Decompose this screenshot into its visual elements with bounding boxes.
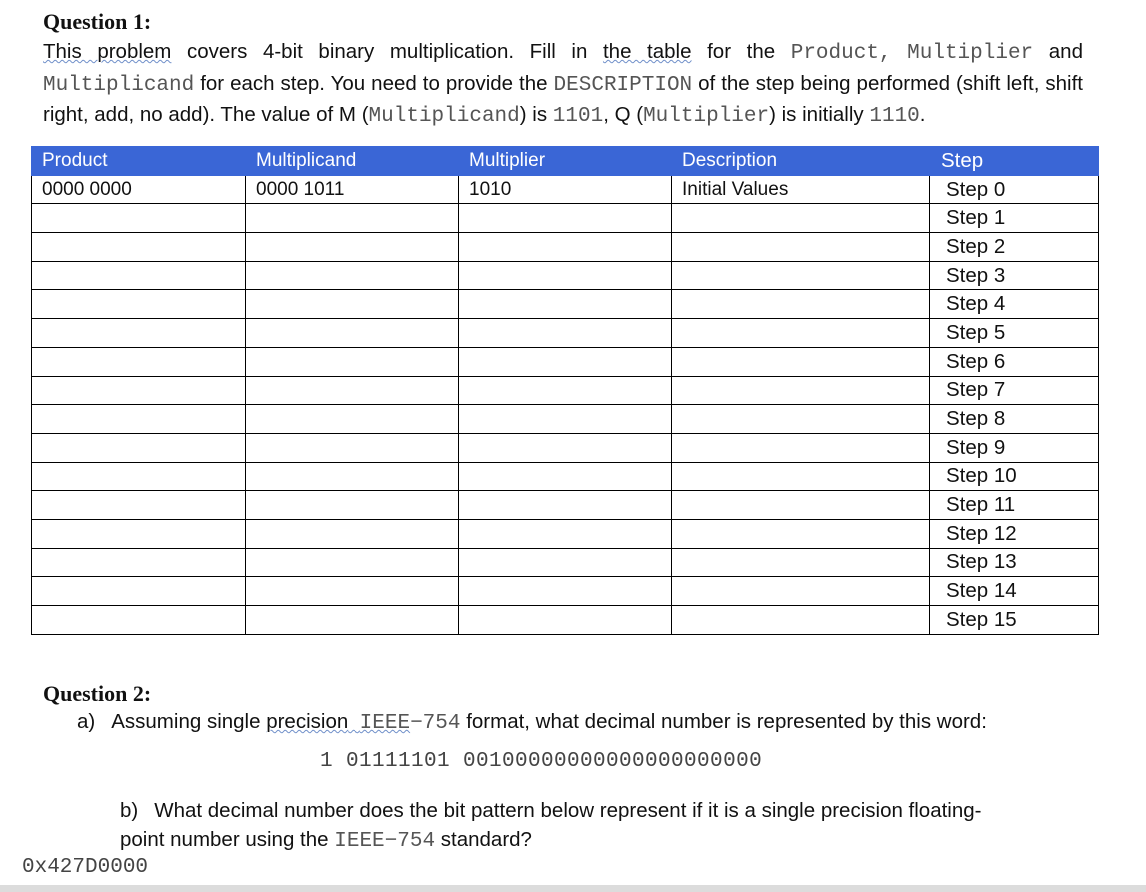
- step-cell: Step 3: [930, 261, 1099, 290]
- product-cell[interactable]: [32, 433, 246, 462]
- code-m-value: 1101: [552, 105, 604, 128]
- description-cell[interactable]: [672, 376, 930, 405]
- multiplicand-cell[interactable]: [246, 405, 459, 434]
- multiplicand-cell[interactable]: [246, 290, 459, 319]
- q1-text-segment: This problem: [43, 40, 172, 63]
- table-row: [32, 405, 1099, 434]
- code-multiplier: Multiplier: [643, 105, 770, 128]
- multiplicand-cell[interactable]: [246, 433, 459, 462]
- step-cell: Step 12: [930, 519, 1099, 548]
- multiplicand-cell[interactable]: [246, 491, 459, 520]
- header-description: Description: [672, 147, 930, 176]
- code-754: −754: [410, 712, 461, 735]
- q2b-text: point number using the: [120, 828, 335, 851]
- multiplier-cell[interactable]: [459, 261, 672, 290]
- table-row: [32, 319, 1099, 348]
- multiplier-cell[interactable]: [459, 606, 672, 635]
- product-cell[interactable]: [32, 204, 246, 233]
- multiplier-cell[interactable]: [459, 519, 672, 548]
- multiplicand-cell[interactable]: [246, 261, 459, 290]
- multiplicand-cell[interactable]: [246, 347, 459, 376]
- description-cell[interactable]: [672, 606, 930, 635]
- multiplicand-cell[interactable]: [246, 606, 459, 635]
- description-cell[interactable]: [672, 519, 930, 548]
- code-description: DESCRIPTION: [553, 73, 693, 97]
- step-cell: Step 6: [930, 347, 1099, 376]
- description-cell[interactable]: [672, 462, 930, 491]
- multiplier-cell[interactable]: [459, 548, 672, 577]
- q1-text-segment: of the step being performed (shift left, shift right, add, no add). The value of M (: [43, 71, 1083, 126]
- step-cell: Step 11: [930, 491, 1099, 520]
- q1-text-segment: the table: [602, 40, 692, 63]
- product-cell[interactable]: [32, 405, 246, 434]
- code-q-value: 1110: [869, 105, 920, 128]
- q1-text-segment: covers 4-bit binary multiplication. Fill in: [171, 40, 603, 63]
- question-2b: [120, 799, 982, 823]
- product-cell[interactable]: [32, 347, 246, 376]
- table-row: [32, 433, 1099, 462]
- multiplier-cell[interactable]: [459, 204, 672, 233]
- step-cell: Step 0: [930, 175, 1099, 204]
- step-cell: Step 15: [930, 606, 1099, 635]
- question-2-title: Question 2:: [43, 681, 152, 706]
- table-row: [32, 175, 1099, 204]
- multiplicand-cell[interactable]: [246, 462, 459, 491]
- multiplier-cell[interactable]: [459, 376, 672, 405]
- description-cell[interactable]: [672, 233, 930, 262]
- multiplicand-cell[interactable]: [246, 233, 459, 262]
- description-cell[interactable]: [672, 577, 930, 606]
- multiplier-cell[interactable]: [459, 433, 672, 462]
- question-2a: [77, 710, 987, 735]
- multiplier-cell[interactable]: [459, 319, 672, 348]
- multiplier-cell[interactable]: [459, 233, 672, 262]
- step-cell: Step 5: [930, 319, 1099, 348]
- step-cell: Step 7: [930, 376, 1099, 405]
- step-cell: Step 10: [930, 462, 1099, 491]
- step-cell: Step 8: [930, 405, 1099, 434]
- multiplicand-cell[interactable]: [246, 577, 459, 606]
- list-marker: b): [120, 799, 139, 822]
- description-cell[interactable]: [672, 204, 930, 233]
- table-row: [32, 290, 1099, 319]
- code-multiplier: Multiplier: [907, 42, 1034, 65]
- code-ieee-754: IEEE−754: [334, 830, 436, 853]
- q1-text-segment: for each step. You need to provide the: [194, 71, 554, 95]
- q1-text-segment: and: [1033, 40, 1083, 63]
- multiplier-cell[interactable]: [459, 405, 672, 434]
- product-cell[interactable]: [32, 606, 246, 635]
- table-row: [32, 577, 1099, 606]
- step-cell: Step 13: [930, 548, 1099, 577]
- q1-text-segment: , Q (: [603, 103, 644, 126]
- question-1-title: Question 1:: [43, 9, 152, 34]
- table-row: [32, 491, 1099, 520]
- product-cell[interactable]: [32, 261, 246, 290]
- table-row: [32, 376, 1099, 405]
- table-row: [32, 261, 1099, 290]
- multiplicand-cell[interactable]: [246, 519, 459, 548]
- multiplier-cell[interactable]: 1010: [459, 175, 672, 204]
- q1-text-segment: ) is initially: [769, 103, 870, 126]
- product-cell[interactable]: 0000 0000: [32, 175, 246, 204]
- table-row: [32, 606, 1099, 635]
- header-multiplier: Multiplier: [459, 147, 672, 176]
- q1-text-segment: .: [919, 103, 926, 126]
- q2b-text: What decimal number does the bit pattern below represent if it is a single precision floating-: [154, 799, 982, 822]
- q1-text-segment: ) is: [519, 103, 553, 126]
- step-cell: Step 4: [930, 290, 1099, 319]
- description-cell[interactable]: [672, 290, 930, 319]
- multiplier-cell[interactable]: [459, 577, 672, 606]
- description-cell[interactable]: [672, 433, 930, 462]
- product-cell[interactable]: [32, 548, 246, 577]
- code-multiplicand: Multiplicand: [43, 73, 195, 97]
- table-row: [32, 347, 1099, 376]
- q2b-text: standard?: [435, 828, 532, 851]
- page-bottom-edge: [0, 885, 1146, 892]
- code-product: Product,: [790, 42, 892, 65]
- product-cell[interactable]: [32, 376, 246, 405]
- product-cell[interactable]: [32, 462, 246, 491]
- product-cell[interactable]: [32, 233, 246, 262]
- multiplicand-cell[interactable]: 0000 1011: [246, 175, 459, 204]
- multiplier-cell[interactable]: [459, 347, 672, 376]
- code-multiplicand: Multiplicand: [368, 105, 520, 128]
- multiplier-cell[interactable]: [459, 290, 672, 319]
- q2a-text: format, what decimal number is represented by this word:: [460, 710, 987, 733]
- step-cell: Step 1: [930, 204, 1099, 233]
- multiplicand-cell[interactable]: [246, 548, 459, 577]
- q1-text-segment: for the: [691, 40, 791, 63]
- product-cell[interactable]: [32, 577, 246, 606]
- multiplicand-cell[interactable]: [246, 204, 459, 233]
- description-cell[interactable]: [672, 261, 930, 290]
- table-row: [32, 462, 1099, 491]
- description-cell[interactable]: [672, 347, 930, 376]
- header-multiplicand: Multiplicand: [246, 147, 459, 176]
- step-cell: Step 9: [930, 433, 1099, 462]
- multiplier-cell[interactable]: [459, 491, 672, 520]
- q2a-text: precision: [266, 710, 349, 733]
- multiplicand-cell[interactable]: [246, 319, 459, 348]
- header-product: Product: [32, 147, 246, 176]
- list-marker: a): [77, 710, 96, 733]
- header-step: Step: [930, 147, 1099, 176]
- table-row: [32, 204, 1099, 233]
- table-header-row: [32, 147, 1099, 176]
- bit-pattern: 1 01111101 00100000000000000000000: [320, 750, 763, 773]
- description-cell[interactable]: Initial Values: [672, 175, 930, 204]
- step-cell: Step 14: [930, 577, 1099, 606]
- description-cell[interactable]: [672, 319, 930, 348]
- product-cell[interactable]: [32, 491, 246, 520]
- q2a-text: Assuming single: [111, 710, 267, 733]
- multiplier-cell[interactable]: [459, 462, 672, 491]
- code-ieee: IEEE: [359, 712, 411, 735]
- table-row: [32, 548, 1099, 577]
- multiplicand-cell[interactable]: [246, 376, 459, 405]
- description-cell[interactable]: [672, 405, 930, 434]
- description-cell[interactable]: [672, 548, 930, 577]
- product-cell[interactable]: [32, 290, 246, 319]
- description-cell[interactable]: [672, 491, 930, 520]
- question-2b-line2: [120, 828, 532, 853]
- product-cell[interactable]: [32, 319, 246, 348]
- table-row: [32, 519, 1099, 548]
- product-cell[interactable]: [32, 519, 246, 548]
- question-1-text: [43, 37, 1083, 132]
- multiplication-table: [31, 146, 1099, 635]
- step-cell: Step 2: [930, 233, 1099, 262]
- hex-value: 0x427D0000: [22, 856, 149, 879]
- table-row: [32, 233, 1099, 262]
